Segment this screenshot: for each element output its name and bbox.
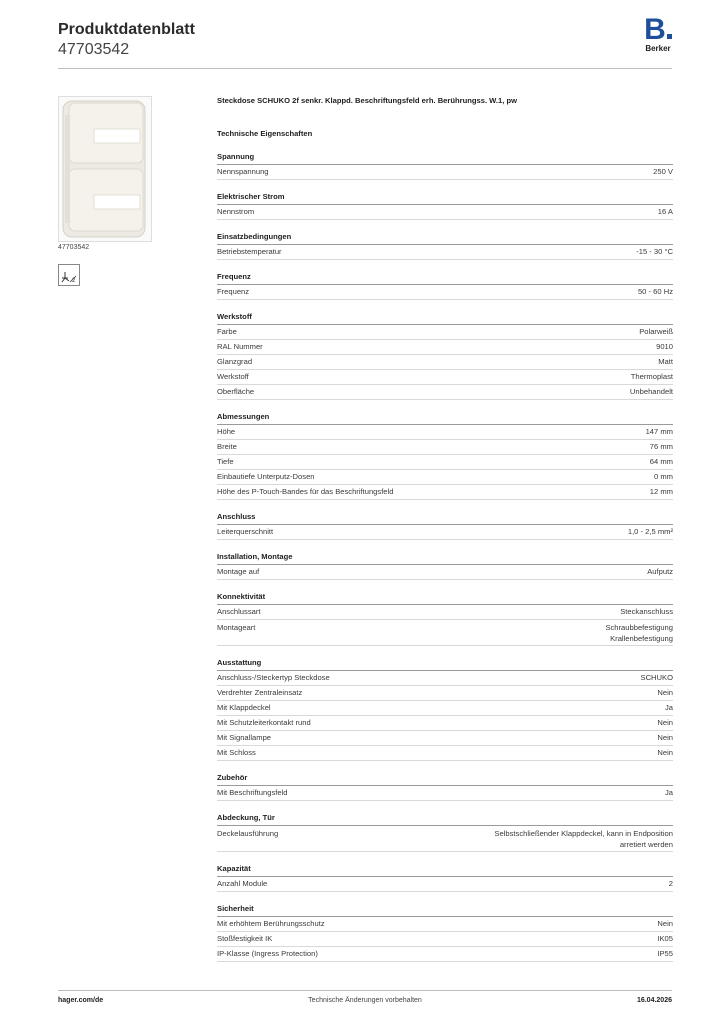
property-value (636, 245, 673, 259)
property-value (650, 440, 673, 454)
property-label: Frequenz (217, 287, 250, 296)
property-row (217, 746, 673, 761)
property-row (217, 425, 673, 440)
section-heading: Zubehör (217, 772, 673, 786)
document-number: 47703542 (58, 41, 130, 58)
tech-properties-heading: Technische Eigenschaften (217, 129, 313, 138)
property-value (658, 355, 673, 369)
property-value-line: IP55 (657, 949, 673, 958)
property-label: Mit Signallampe (217, 733, 272, 742)
property-section (217, 511, 673, 540)
property-section (217, 903, 673, 962)
property-sections (217, 151, 673, 962)
property-value-line: -15 - 30 °C (636, 247, 673, 256)
property-section (217, 812, 673, 852)
property-value-line: Polarweiß (639, 327, 673, 336)
property-value-line: 1,0 - 2,5 mm² (627, 527, 673, 536)
property-label: Anzahl Module (217, 879, 268, 888)
property-label: Mit Klappdeckel (217, 703, 271, 712)
property-value (665, 786, 673, 800)
property-value (657, 686, 673, 700)
property-value (653, 165, 673, 179)
property-row (217, 917, 673, 932)
property-value (657, 917, 673, 931)
property-value (647, 565, 673, 579)
property-section (217, 551, 673, 580)
property-label: Mit Schloss (217, 748, 256, 757)
property-label: RAL Nummer (217, 342, 263, 351)
page-footer (58, 997, 672, 1009)
property-value (638, 285, 673, 299)
property-label: Deckelausführung (217, 829, 279, 838)
property-label: Einbautiefe Unterputz-Dosen (217, 472, 315, 481)
property-row (217, 470, 673, 485)
property-value-line: Selbstschließender Klappdeckel, kann in Endposition (494, 829, 673, 838)
property-label: Leiterquerschnitt (217, 527, 274, 536)
property-value-line: 0 mm (654, 472, 673, 481)
property-value-line: SCHUKO (640, 673, 673, 682)
property-section (217, 591, 673, 646)
berker-logo (642, 13, 674, 53)
property-label: Tiefe (217, 457, 234, 466)
logo-letter: B (642, 16, 674, 44)
property-label: Mit Beschriftungsfeld (217, 788, 288, 797)
section-heading: Ausstattung (217, 657, 673, 671)
property-value-line: Ja (664, 703, 673, 712)
property-value (630, 385, 673, 399)
property-section (217, 311, 673, 400)
product-image-id: 47703542 (58, 244, 90, 251)
property-label: Verdrehter Zentraleinsatz (217, 688, 303, 697)
property-value-line: 2 (668, 879, 673, 888)
property-value (656, 340, 673, 354)
section-heading: Werkstoff (217, 311, 673, 325)
property-section (217, 231, 673, 260)
property-row (217, 947, 673, 962)
property-row (217, 340, 673, 355)
property-value-line: Matt (658, 357, 673, 366)
section-heading: Spannung (217, 151, 673, 165)
property-label: Nennspannung (217, 167, 269, 176)
property-section (217, 772, 673, 801)
property-row (217, 686, 673, 701)
section-heading: Kapazität (217, 863, 673, 877)
property-value-line: 12 mm (649, 487, 673, 496)
property-row (217, 565, 673, 580)
property-section (217, 863, 673, 892)
property-row (217, 285, 673, 300)
hand-ip-symbol-icon (58, 264, 80, 286)
property-label: Glanzgrad (217, 357, 253, 366)
product-title: Steckdose SCHUKO 2f senkr. Klappd. Beschriftungsfeld erh. Berührungss. W.1, pw (217, 96, 518, 105)
property-value-line: Nein (657, 688, 673, 697)
property-value (654, 470, 673, 484)
property-label: Höhe (217, 427, 236, 436)
section-heading: Konnektivität (217, 591, 673, 605)
property-row (217, 877, 673, 892)
property-value (646, 425, 673, 439)
property-label: Anschlussart (217, 607, 261, 616)
property-value-line: 147 mm (645, 427, 673, 436)
property-section (217, 151, 673, 180)
property-label: Höhe des P-Touch-Bandes für das Beschriftungsfeld (217, 487, 394, 496)
property-row (217, 245, 673, 260)
product-details (217, 94, 673, 962)
property-value-line: Krallenbefestigung (610, 634, 673, 643)
property-value-line: Schraubbefestigung (605, 623, 673, 632)
property-value (494, 826, 673, 851)
property-row (217, 355, 673, 370)
header-divider (58, 68, 672, 69)
document-header (58, 20, 195, 60)
property-row (217, 440, 673, 455)
property-value (657, 731, 673, 745)
property-value (628, 525, 673, 539)
property-label: Mit Schutzleiterkontakt rund (217, 718, 311, 727)
footer-website: hager.com/de (58, 997, 104, 1004)
property-row (217, 525, 673, 540)
property-value-line: Thermoplast (630, 372, 673, 381)
property-label: Breite (217, 442, 237, 451)
property-row (217, 385, 673, 400)
footer-disclaimer: Technische Änderungen vorbehalten (308, 997, 422, 1004)
property-label: Montageart (217, 623, 256, 632)
section-heading: Elektrischer Strom (217, 191, 673, 205)
property-value (665, 701, 673, 715)
property-value (650, 485, 673, 499)
property-value (657, 932, 673, 946)
property-row (217, 165, 673, 180)
property-value-line: Unbehandelt (629, 387, 673, 396)
property-label: Anschluss-/Steckertyp Steckdose (217, 673, 330, 682)
property-value (657, 746, 673, 760)
property-value (639, 325, 673, 339)
section-heading: Abdeckung, Tür (217, 812, 673, 826)
property-value-line: 50 - 60 Hz (637, 287, 673, 296)
property-value-line: Nein (657, 748, 673, 757)
property-row (217, 205, 673, 220)
property-row (217, 701, 673, 716)
property-row (217, 485, 673, 500)
property-label: Montage auf (217, 567, 260, 576)
property-value-line: 64 mm (649, 457, 673, 466)
property-row (217, 786, 673, 801)
property-value-line: IK05 (657, 934, 673, 943)
property-value (650, 455, 673, 469)
property-value-line: 16 A (657, 207, 673, 216)
property-label: Mit erhöhtem Berührungsschutz (217, 919, 325, 928)
property-row (217, 731, 673, 746)
property-label: Werkstoff (217, 372, 249, 381)
property-value-line: Aufputz (647, 567, 673, 576)
property-section (217, 271, 673, 300)
section-heading: Anschluss (217, 511, 673, 525)
property-value (605, 620, 673, 645)
property-label: Oberfläche (217, 387, 255, 396)
footer-date: 16.04.2026 (636, 997, 672, 1004)
property-value (669, 877, 673, 891)
property-value-line: arretiert werden (619, 840, 673, 849)
property-row (217, 605, 673, 620)
property-value (657, 947, 673, 961)
property-value-line: 76 mm (649, 442, 673, 451)
property-value-line: Nein (657, 718, 673, 727)
property-row (217, 716, 673, 731)
property-value (620, 605, 673, 619)
footer-divider (58, 990, 672, 991)
property-value-line: 9010 (656, 342, 673, 351)
property-row (217, 325, 673, 340)
logo-brand-name: Berker (645, 44, 671, 53)
section-heading: Einsatzbedingungen (217, 231, 673, 245)
property-value-line: Ja (664, 788, 673, 797)
document-title: Produktdatenblatt (58, 21, 195, 38)
property-value (641, 671, 674, 685)
property-value-line: 250 V (653, 167, 673, 176)
property-value-line: Nein (657, 733, 673, 742)
property-value-line: Steckanschluss (620, 607, 673, 616)
property-label: Farbe (217, 327, 237, 336)
property-row (217, 826, 673, 852)
section-heading: Installation, Montage (217, 551, 673, 565)
section-heading: Abmessungen (217, 411, 673, 425)
section-heading: Frequenz (217, 271, 673, 285)
property-row (217, 671, 673, 686)
property-section (217, 191, 673, 220)
property-row (217, 370, 673, 385)
property-value (657, 716, 673, 730)
property-row (217, 932, 673, 947)
section-heading: Sicherheit (217, 903, 673, 917)
property-label: Nennstrom (217, 207, 255, 216)
property-section (217, 657, 673, 761)
property-value (631, 370, 673, 384)
property-section (217, 411, 673, 500)
property-label: Betriebstemperatur (217, 247, 282, 256)
product-image (58, 96, 152, 242)
property-label: IP-Klasse (Ingress Protection) (217, 949, 318, 958)
property-value-line: Nein (657, 919, 673, 928)
property-row (217, 455, 673, 470)
property-label: Stoßfestigkeit IK (217, 934, 273, 943)
property-value (658, 205, 673, 219)
property-row (217, 620, 673, 646)
svg-text:2: 2 (72, 278, 76, 284)
